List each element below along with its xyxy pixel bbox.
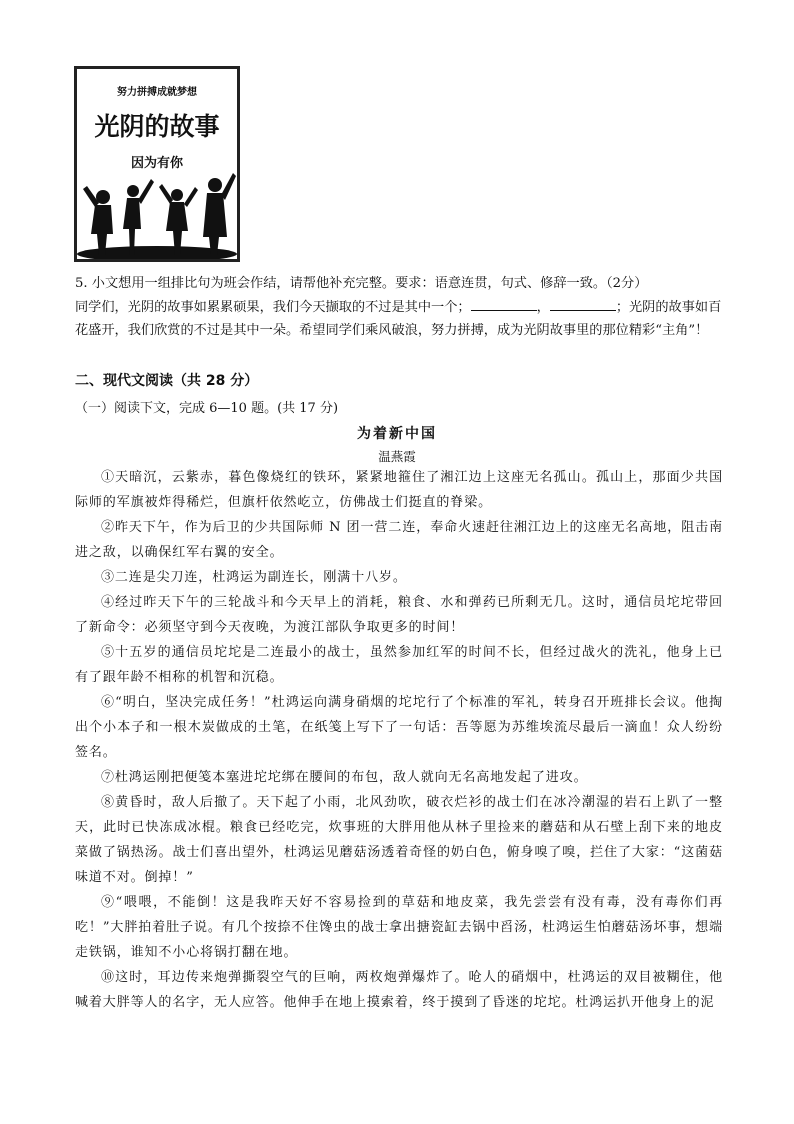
q5-text	[75, 296, 725, 343]
article-title: 为着新中国	[357, 426, 437, 442]
paragraph-3: ③二连是尖刀连，杜鸿运为副连长，刚满十八岁。	[101, 570, 407, 585]
article-body	[75, 465, 723, 1015]
poster-image	[74, 66, 240, 262]
poster-line1: 努力拼搏成就梦想	[117, 87, 197, 98]
q5-text-b: ；光阴的故事如百花盛开，我们欣赏的不过是其中一朵。希望同学们乘风破浪，努力拼搏，成为光阴故事里的那位精彩“主角”！	[75, 299, 722, 338]
q5-text-a: 同学们，光阴的故事如累累硕果，我们今天撷取的不过是其中一个；	[75, 299, 471, 315]
paragraph-7: ⑦杜鸿运刚把便笺本塞进坨坨绑在腰间的布包，敌人就向无名高地发起了进攻。	[101, 770, 588, 785]
paragraph-9: ⑨“喂喂，不能倒！这是我昨天好不容易捡到的草菇和地皮菜，我先尝尝有没有毒，没有毒你们再吃！”大胖拍着肚子说。有几个按捺不住馋虫的战士拿出搪瓷缸去锅中舀汤，杜鸿运生怕蘑菇汤坏事，想端走铁锅，谁知不小心将锅打翻在地。	[75, 895, 723, 960]
poster-line3: 因为有你	[130, 156, 184, 171]
section-subheading: （一）阅读下文，完成 6—10 题。(共 17 分)	[75, 401, 339, 416]
paragraph-8: ⑧黄昏时，敌人后撤了。天下起了小雨，北风劲吹，破衣烂衫的战士们在冰冷潮湿的岩石上趴了一整天，此时已快冻成冰棍。粮食已经吃完，炊事班的大胖用他从林子里捡来的蘑菇和从石壁上刮下来的地皮菜做了锅热汤。战士们喜出望外，杜鸿运见蘑菇汤透着奇怪的奶白色，俯身嗅了嗅，拦住了大家：“这菌菇味道不对。倒掉！”	[75, 795, 723, 885]
paragraph-4: ④经过昨天下午的三轮战斗和今天早上的消耗，粮食、水和弹药已所剩无几。这时，通信员坨坨带回了新命令：必须坚守到今天夜晚，为渡江部队争取更多的时间！	[75, 595, 723, 635]
question-5	[75, 272, 725, 343]
q5-prompt: 5. 小文想用一组排比句为班会作结，请帮他补充完整。要求：语意连贯，句式、修辞一致。（2分）	[75, 276, 648, 291]
section-heading: 二、现代文阅读（共 28 分）	[75, 373, 259, 389]
paragraph-10: ⑩这时，耳边传来炮弹撕裂空气的巨响，两枚炮弹爆炸了。呛人的硝烟中，杜鸿运的双目被糊住，他喊着大胖等人的名字，无人应答。他伸手在地上摸索着，终于摸到了昏迷的坨坨。杜鸿运扒开他身上的泥	[75, 970, 723, 1010]
paragraph-5: ⑤十五岁的通信员坨坨是二连最小的战士，虽然参加红军的时间不长，但经过战火的洗礼，他身上已有了跟年龄不相称的机智和沉稳。	[75, 645, 723, 685]
answer-blank-2[interactable]	[550, 296, 616, 311]
paragraph-1: ①天暗沉，云紫赤，暮色像烧红的铁环，紧紧地箍住了湘江边上这座无名孤山。孤山上，那面少共国际师的军旗被炸得稀烂，但旗杆依然屹立，仿佛战士们挺直的脊梁。	[75, 470, 723, 510]
article-author: 温燕霞	[378, 449, 416, 464]
q5-sep: ，	[536, 299, 550, 315]
poster-line2: 光阴的故事	[94, 112, 220, 141]
paragraph-6: ⑥“明白，坚决完成任务！”杜鸿运向满身硝烟的坨坨行了个标准的军礼，转身召开班排长会议。他掏出个小本子和一根木炭做成的土笔，在纸笺上写下了一句话：吾等愿为苏维埃流尽最后一滴血！众人纷纷签名。	[75, 695, 723, 760]
answer-blank-1[interactable]	[471, 296, 537, 311]
poster-art	[77, 69, 237, 259]
paragraph-2: ②昨天下午，作为后卫的少共国际师 N 团一营二连，奉命火速赶往湘江边上的这座无名高地，阻击南进之敌，以确保红军右翼的安全。	[75, 520, 723, 560]
